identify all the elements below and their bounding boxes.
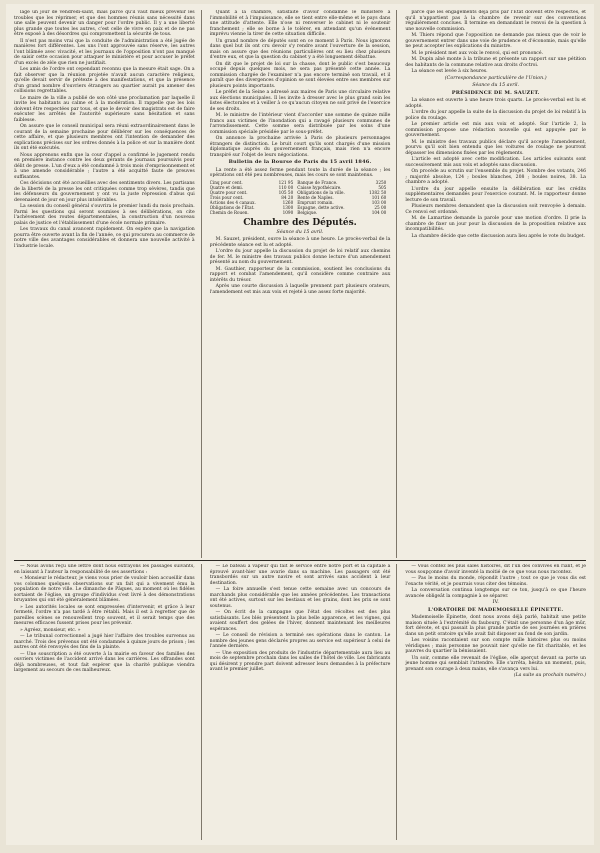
chambre-paragraph: Après une courte discussion à laquelle prennent part plusieurs orateurs, l'amendement est mis aux voix et rejeté à une assez forte majorité. [209, 284, 391, 295]
bottom-column-3 [405, 564, 586, 840]
top-column-3-text [405, 10, 586, 75]
bottom-column-2 [210, 564, 398, 840]
quote-name: Belgique. [297, 209, 318, 215]
article-paragraph: M. Dupin aîné monte à la tribune et présente un rapport sur une pétition des habitants de la commune relative aux droits d'octroi. [405, 57, 587, 68]
corr-paragraph: La chambre décide que cette discussion aura lieu après le vote du budget. [411, 233, 586, 239]
article-paragraph: Un grand nombre de députés sont en ce moment à Paris. Nous ignorons dans quel but ils ont cru devoir s'y rendre avant l'ouverture de la session, mais on assure que des réunions particulières ont eu lieu chez plusieurs d'entre eux, et que la question du cabinet y a été longuement débattue. [209, 38, 391, 60]
quote-value: 1090 [282, 209, 294, 215]
corr-paragraph: Le premier article est mis aux voix et adopté. Sur l'article 2, la commission propose une rédaction nouvelle qui est appuyée par le gouvernement. [405, 122, 587, 138]
section-divider [14, 560, 586, 561]
article-paragraph: lage un jour de vendredi-saint, mais parce qu'il vaut mieux prévenir les troubles que les réprimer, et que des hommes réunis sans nécessité dans une salle peuvent devenir un danger pour l'ordre public. Il y a une liberté plus grande que toutes les autres, c'est celle de vivre en paix et de ne pas être exposé à des désordres qui compromettent la sécurité de tous. [14, 10, 195, 37]
article-paragraph: Les travaux du canal avancent rapidement. On espère que la navigation pourra être ouverte avant la fin de l'année, ce qui procurera au commerce de notre ville des avantages considérables et donnera une nouvelle activité à l'industrie locale. [14, 227, 195, 249]
quote-name: Trois pour cent. [209, 194, 244, 200]
article-paragraph: Il n'est pas moins vrai que la conduite de l'administration a été jugée de manières fort différentes. Les uns l'ont approuvée sans réserve, les autres l'ont blâmée avec vivacité, et les journaux de l'opposition n'ont pas manqué de saisir cette occasion pour attaquer le ministère et pour accuser le préfet d'un excès de zèle que rien ne justifiait. [14, 38, 195, 66]
oratoire-number: IV. [492, 599, 499, 605]
corr-paragraphs [405, 98, 586, 186]
corr-tail [405, 187, 586, 240]
corr-subtitle: Séance du 15 avril. [472, 83, 520, 88]
bourse-intro: La rente a été assez ferme pendant toute la durée de la séance ; les opérations ont été peu nombreuses, mais les cours se sont maintenus. [209, 167, 391, 178]
article-paragraph: Ces décisions ont été accueillies avec des sentiments divers. Les partisans de la liberté de la presse les ont critiquées comme trop sévères, tandis que les défenseurs du gouvernement y ont vu la juste répression d'abus qui devenaient de jour en jour plus intolérables. [14, 181, 195, 203]
corr-presidency: PRÉSIDENCE DE M. SAUZET. [451, 89, 540, 96]
quote-name: Actions des 4 canaux. [209, 199, 256, 205]
chambre-paragraph: M. Sauzet, président, ouvre la séance à une heure. Le procès-verbal de la précédente séance est lu et adopté. [209, 237, 391, 248]
corr-title: (Correspondance particulière de l'Union.) [444, 75, 547, 81]
corr-paragraph: On procède au scrutin sur l'ensemble du projet. Nombre des votants, 246 ; majorité absolue, 124 ; boules blanches, 208 ; boules noires, 38. La chambre a adopté. [405, 169, 587, 185]
article-paragraph: La séance est levée à six heures. [411, 69, 488, 74]
quote-name: Chemin de Rouen. [209, 209, 249, 215]
quote-name: Obligations de la ville. [297, 189, 345, 195]
chambre-subtitle: Séance du 15 avril. [276, 229, 324, 235]
quote-name: Emprunt romain. [297, 199, 334, 205]
bourse-bulletin [210, 160, 391, 215]
chambre-section [210, 218, 391, 296]
quote-name: Espagne, dette active. [297, 204, 345, 210]
news-item: » Les autorités locales se sont empressées d'intervenir, et grâce à leur fermeté, l'ordre n'a pas tardé à être rétabli. Mais il est à regretter que de pareilles scènes se renouvellent trop souvent, et il serait temps que des mesures efficaces fussent prises pour les prévenir. [14, 604, 195, 626]
quote-value: 101 60 [371, 194, 387, 200]
top-column-1 [14, 10, 202, 558]
newspaper-page [6, 4, 594, 845]
article-paragraph: M. le ministre de l'intérieur vient d'accorder une somme de quinze mille francs aux victimes de l'inondation qui a ravagé plusieurs communes de l'arrondissement. Cette somme sera distribuée par les soins d'une commission spéciale présidée par le sous-préfet. [209, 113, 391, 135]
article-paragraph: M. Thiers répond que l'opposition ne demande pas mieux que de voir le gouvernement entrer dans une voie de prudence et d'économie, mais qu'elle ne peut accepter les explications du ministre. [405, 33, 587, 49]
quote-value: 1260 [282, 199, 294, 205]
top-section [14, 10, 586, 558]
quote-value: 105 50 [278, 189, 294, 195]
news-item: — On écrit de la campagne que l'état des récoltes est des plus satisfaisants. Les blés présentent la plus belle apparence, et les vignes, qui avaient souffert des gelées de l'hiver, donnent maintenant les meilleures espérances. [209, 610, 391, 632]
corr-paragraph: L'article est adopté avec cette modification. Les articles suivants sont successivement mis aux voix et adoptés sans discussion. [405, 157, 587, 168]
quote-name: Quatre pour cent. [209, 189, 248, 195]
news-item: — Le tribunal correctionnel a jugé hier l'affaire des troubles survenus au marché. Trois des prévenus ont été condamnés à quinze jours de prison ; les autres ont été renvoyés des fins de la plainte. [14, 634, 195, 650]
quote-value: 25 00 [374, 204, 387, 210]
quote-value: 84 20 [281, 194, 294, 200]
quote-name: Cinq pour cent. [209, 179, 243, 185]
corr-paragraph: M. de Lamartine demande la parole pour une motion d'ordre. Il prie la chambre de fixer un jour pour la discussion de la proposition relative aux incompatibilités. [405, 216, 587, 232]
chambre-paragraphs [210, 237, 391, 295]
feuilleton-paragraph: La conversation continua longtemps sur ce ton, jusqu'à ce que l'heure avancée obligeât la compagnie à se séparer. [405, 588, 587, 599]
corr-paragraph: L'ordre du jour appelle ensuite la délibération sur les crédits supplémentaires demandés pour l'exercice courant. M. le rapporteur donne lecture de son travail. [405, 186, 587, 203]
article-paragraph: Le préfet de la Seine a adressé aux maires de Paris une circulaire relative aux élections municipales. Il les invite à dresser avec le plus grand soin les listes électorales et à veiller à ce qu'aucun citoyen ne soit privé de l'exercice de ses droits. [209, 90, 391, 112]
quote-name: Caisse hypothécaire. [297, 184, 342, 190]
bottom-section [14, 564, 586, 840]
corr-paragraph: Plusieurs membres demandent que la discussion soit renvoyée à demain. Ce renvoi est ordonné. [405, 204, 587, 215]
corr-paragraph: L'ordre du jour appelle la suite de la discussion du projet de loi relatif à la police du roulage. [405, 110, 587, 121]
quote-row [210, 210, 391, 215]
quote-value: 104 00 [371, 209, 387, 215]
news-item: — Nous avons reçu une lettre dont nous extrayons les passages suivants, en laissant à l'auteur la responsabilité de ses assertions : [14, 564, 195, 575]
news-item: — Une souscription a été ouverte à la mairie en faveur des familles des ouvriers victimes de l'accident arrivé dans les carrières. Les offrandes sont déjà nombreuses, et tout fait espérer que la charité publique viendra largement au secours de ces malheureux. [14, 651, 195, 673]
quote-value: 103 00 [371, 199, 387, 205]
chambre-paragraph: M. Gauthier, rapporteur de la commission, soutient les conclusions du rapport et combat l'amendement, qu'il considère comme contraire aux intérêts du trésor. [209, 266, 391, 283]
chambre-paragraph: L'ordre du jour appelle la discussion du projet de loi relatif aux chemins de fer. M. le ministre des travaux publics donne lecture d'un amendement présenté au nom du gouvernement. [209, 249, 391, 265]
quote-name: Rente de Naples. [297, 194, 334, 200]
corr-paragraph: M. le ministre des travaux publics déclare qu'il accepte l'amendement, pourvu qu'il soit bien entendu que les voitures de roulage ne pourront dépasser les dimensions fixées par les règlements. [405, 139, 587, 156]
chambre-title: Chambre des Députés. [243, 217, 357, 228]
news-item: « Monsieur le rédacteur, je viens vous prier de vouloir bien accueillir dans vos colonnes quelques observations sur un fait qui a vivement ému la population de notre ville. Le dimanche de Pâques, au moment où les fidèles sortaient de l'église, un groupe d'individus s'est livré à des démonstrations bruyantes qui ont été généralement blâmées. [14, 576, 195, 603]
news-item: » Agréez, monsieur, etc. » [20, 627, 81, 633]
feuilleton-paragraph: — Vous contez les plus sales histoires, dit l'un des convives en riant, et je vous soupçonne d'avoir inventé la moitié de ce que vous nous racontez. [405, 564, 587, 575]
quote-value: 1300 [282, 204, 294, 210]
news-item: — La foire annuelle s'est tenue cette semaine avec un concours de marchands plus considérable que les années précédentes. Les transactions ont été actives, surtout sur les bestiaux et les grains, dont les prix se sont soutenus. [209, 587, 391, 609]
article-paragraph: On dit que le projet de loi sur la chasse, dont le public s'est beaucoup occupé depuis quelques mois, ne sera pas présenté cette année. La commission chargée de l'examiner n'a pas encore terminé son travail, et il paraît que des divergences d'opinion se sont élevées entre ses membres sur plusieurs points importants. [209, 61, 391, 89]
oratoire-title: L'ORATOIRE DE MADEMOISELLE ÉPINETTE. [428, 606, 564, 613]
bottom-column-3-text [405, 564, 586, 599]
quote-value: 505 [378, 184, 387, 190]
top-column-3 [405, 10, 586, 558]
bottom-column-1 [14, 564, 202, 840]
news-item: — Le bateau à vapeur qui fait le service entre notre port et la capitale a éprouvé avant-hier une avarie dans sa machine. Les passagers ont été transbordés sur un autre navire et sont arrivés sans accident à leur destination. [209, 564, 391, 586]
quote-value: 110 00 [278, 184, 294, 190]
top-column-2-text [210, 10, 391, 158]
article-paragraph: Nous apprenons enfin que la cour d'appel a confirmé le jugement rendu en première instance contre les deux gérants de journaux poursuivis pour délit de presse. L'un d'eux a été condamné à trois mois d'emprisonnement et à une amende considérable ; l'autre a été acquitté faute de preuves suffisantes. [14, 152, 195, 180]
corr-paragraph: La séance est ouverte à une heure trois quarts. Le procès-verbal est lu et adopté. [405, 98, 587, 109]
quote-name: Quatre et demi. [209, 184, 244, 190]
article-paragraph: On annonce la prochaine arrivée à Paris de plusieurs personnages étrangers de distinction. Le bruit court qu'ils sont chargés d'une mission diplomatique auprès du gouvernement français, mais rien n'a encore transpiré sur l'objet de leurs négociations. [209, 136, 391, 158]
feuilleton-paragraph: Les voisins racontaient sur son compte mille histoires plus ou moins véridiques ; mais personne ne pouvait nier qu'elle ne fût charitable, et les pauvres du quartier la bénissaient. [405, 638, 587, 654]
news-item: — Une exposition des produits de l'industrie départementale aura lieu au mois de septembre prochain dans les salles de l'hôtel de ville. Les fabricants qui désirent y prendre part doivent adresser leurs demandes à la préfecture avant le premier juillet. [209, 650, 391, 672]
quote-name: Obligations de l'État. [209, 204, 255, 210]
article-paragraph: M. le président met aux voix le renvoi, qui est prononcé. [411, 50, 544, 56]
feuilleton-paragraph: — Pas le moins du monde, répondit l'autre ; tout ce que je vous dis est l'exacte vérité, et je pourrais vous citer des témoins. [405, 576, 587, 587]
quote-name: Banque de France. [297, 179, 338, 185]
quote-value: 121 95 [278, 179, 294, 185]
article-paragraph: parce que les engagements déjà pris par l'État doivent être respectés, et qu'il n'appartient pas à la chambre de revenir sur des conventions régulièrement conclues. Il termine en demandant le renvoi de la question à une nouvelle commission. [405, 10, 587, 32]
bourse-quotes-table [210, 180, 391, 215]
feuilleton-paragraph: Un soir, comme elle revenait de l'église, elle aperçut devant sa porte un jeune homme qui semblait l'attendre. Elle s'arrêta, hésita un moment, puis, prenant son courage à deux mains, elle s'avança vers lui. [405, 655, 587, 672]
top-column-2 [210, 10, 398, 558]
oratoire-continued: (La suite au prochain numéro.) [513, 673, 587, 678]
bourse-title: Bulletin de la Bourse de Paris du 15 avril 1846. [228, 159, 372, 165]
article-paragraph: Quant à la chambre, satisfaite d'avoir condamné le ministère à l'immobilité et à l'impuissance, elle se tient entre elle-même et le pays dans une attitude d'attente. Elle n'ose ni renverser le cabinet ni le soutenir franchement ; elle se borne à le tolérer, en attendant qu'un événement imprévu vienne la tirer de cette situation difficile. [209, 10, 391, 37]
article-paragraph: La session du conseil général s'ouvrira le premier lundi du mois prochain. Parmi les questions qui seront soumises à ses délibérations, on cite l'achèvement des routes départementales, la construction d'un nouveau palais de justice et l'établissement d'une école normale primaire. [14, 204, 195, 226]
quote-value: 1382 50 [369, 189, 387, 195]
oratoire-paragraphs [405, 615, 586, 672]
feuilleton-paragraph: Mademoiselle Épinette, dont nous avons déjà parlé, habitait une petite maison située à l'extrémité du faubourg. C'était une personne d'un âge mûr, fort dévote, et qui passait la plus grande partie de ses journées en prières dans un petit oratoire qu'elle avait fait disposer au fond de son jardin. [405, 615, 587, 637]
quote-value: 3250 [375, 179, 387, 185]
news-item: — Le conseil de révision a terminé ses opérations dans le canton. Le nombre des jeunes gens déclarés propres au service est supérieur à celui de l'année dernière. [209, 633, 391, 649]
article-paragraph: Le maire de la ville a publié de son côté une proclamation par laquelle il invite les habitants au calme et à la modération. Il rappelle que les lois doivent être respectées par tous, et que le devoir des magistrats est de faire exécuter les arrêtés de l'autorité supérieure sans hésitation et sans faiblesse. [14, 95, 195, 123]
article-paragraph: On assure que le conseil municipal sera réuni extraordinairement dans le courant de la semaine prochaine pour délibérer sur les conséquences de cette affaire, et que plusieurs membres ont l'intention de demander des explications précises sur les ordres donnés à la police et sur la manière dont ils ont été exécutés. [14, 124, 195, 151]
article-paragraph: Les amis de l'ordre ont cependant reconnu que la mesure était sage. On a fait observer que la réunion projetée n'avait aucun caractère religieux, qu'elle devait servir de prétexte à des manifestations, et que la présence d'un grand nombre d'ouvriers étrangers au quartier aurait pu amener des collisions regrettables. [14, 67, 195, 94]
